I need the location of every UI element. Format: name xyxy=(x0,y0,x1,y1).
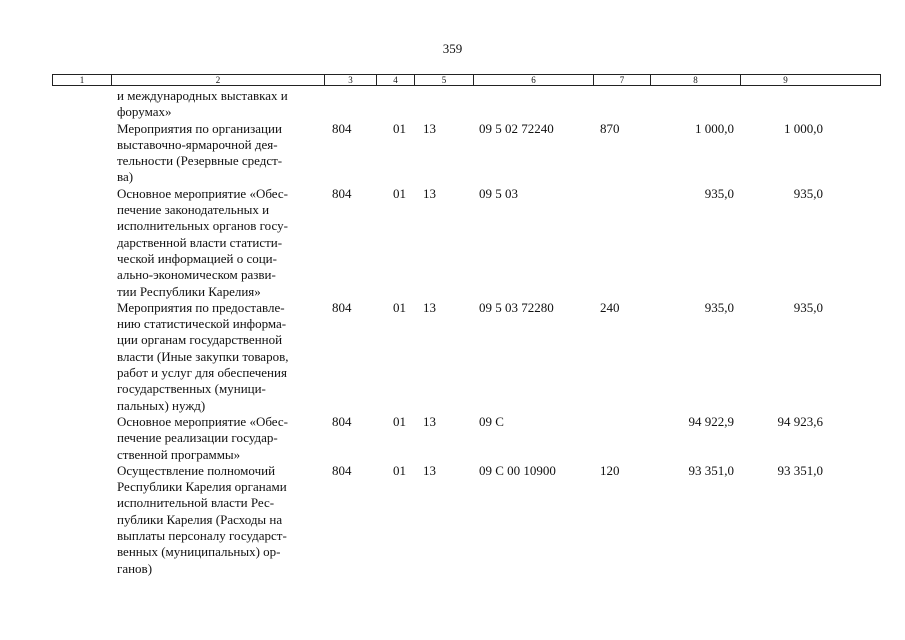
row-code-target: 09 С xyxy=(479,413,504,429)
table-row xyxy=(52,300,881,414)
row-name xyxy=(52,414,324,463)
table-row xyxy=(52,463,881,577)
row-name xyxy=(52,463,324,577)
row-amount-1: 935,0 xyxy=(704,185,734,201)
row-amount-1: 94 922,9 xyxy=(688,413,734,429)
table-body xyxy=(52,88,881,577)
row-name-line: ально-экономическом разви- xyxy=(117,267,276,283)
row-name-line: публики Карелия (Расходы на xyxy=(117,511,283,527)
row-name-line: выставочно-ярмарочной дея- xyxy=(117,136,278,152)
row-amount-2: 935,0 xyxy=(793,299,823,315)
row-amount-2: 93 351,0 xyxy=(777,462,823,478)
row-amount-2: 94 923,6 xyxy=(777,413,823,429)
row-name-line: Республики Карелия органами xyxy=(117,479,287,495)
row-name-line: Осуществление полномочий xyxy=(117,462,276,478)
row-code-target: 09 5 03 xyxy=(479,185,518,201)
row-code-ministry: 804 xyxy=(332,462,352,478)
row-code-ministry: 804 xyxy=(332,120,352,136)
row-code-expense-type: 120 xyxy=(600,462,620,478)
row-name-line: Мероприятия по организации xyxy=(117,120,282,136)
row-name-line: и международных выставках и xyxy=(117,88,288,103)
row-name-line: ческой информацией о соци- xyxy=(117,250,277,266)
row-name-line: нию статистической информа- xyxy=(117,316,287,332)
row-name-line: выплаты персоналу государст- xyxy=(117,528,287,544)
page-number: 359 xyxy=(442,41,463,56)
row-name-line: печение реализации государ- xyxy=(117,430,278,446)
row-name-line: Основное мероприятие «Обес- xyxy=(117,413,288,429)
row-code-target: 09 5 02 72240 xyxy=(479,120,554,136)
row-code-section: 01 xyxy=(393,413,406,429)
row-name-line: тельности (Резервные средст- xyxy=(117,153,283,169)
row-name-line: ва) xyxy=(117,169,134,185)
row-name xyxy=(52,88,324,121)
row-code-subsection: 13 xyxy=(423,185,436,201)
row-name-line: венных (муниципальных) ор- xyxy=(117,544,281,560)
row-code-ministry: 804 xyxy=(332,185,352,201)
header-col-5: 5 xyxy=(415,75,474,85)
row-code-target: 09 5 03 72280 xyxy=(479,299,554,315)
row-code-target: 09 С 00 10900 xyxy=(479,462,556,478)
header-col-3: 3 xyxy=(325,75,377,85)
row-amount-2: 935,0 xyxy=(793,185,823,201)
table-row xyxy=(52,88,881,121)
table-row xyxy=(52,414,881,463)
header-col-2: 2 xyxy=(112,75,325,85)
row-name xyxy=(52,300,324,414)
header-col-1: 1 xyxy=(53,75,112,85)
row-name xyxy=(52,186,324,300)
row-amount-1: 935,0 xyxy=(704,299,734,315)
header-col-7: 7 xyxy=(594,75,651,85)
row-name-line: Мероприятия по предоставле- xyxy=(117,299,285,315)
row-name-line: печение законодательных и xyxy=(117,202,270,218)
row-name-line: ганов) xyxy=(117,560,153,576)
header-col-8: 8 xyxy=(651,75,741,85)
row-name-line: ции органам государственной xyxy=(117,332,283,348)
row-name xyxy=(52,121,324,186)
row-code-subsection: 13 xyxy=(423,299,436,315)
row-amount-1: 93 351,0 xyxy=(688,462,734,478)
row-amount-2: 1 000,0 xyxy=(784,120,823,136)
row-amount-1: 1 000,0 xyxy=(695,120,734,136)
row-code-subsection: 13 xyxy=(423,462,436,478)
row-code-ministry: 804 xyxy=(332,299,352,315)
row-code-ministry: 804 xyxy=(332,413,352,429)
row-code-section: 01 xyxy=(393,185,406,201)
row-name-line: государственных (муници- xyxy=(117,381,266,397)
row-name-line: пальных) нужд) xyxy=(117,397,206,413)
header-col-9: 9 xyxy=(783,75,788,85)
table-row xyxy=(52,186,881,300)
row-code-section: 01 xyxy=(393,120,406,136)
row-code-subsection: 13 xyxy=(423,120,436,136)
row-name-line: ственной программы» xyxy=(117,446,241,462)
table-header xyxy=(52,74,881,86)
row-name-line: тии Республики Карелия» xyxy=(117,283,261,299)
row-code-section: 01 xyxy=(393,462,406,478)
row-name-line: исполнительной власти Рес- xyxy=(117,495,275,511)
row-name-line: власти (Иные закупки товаров, xyxy=(117,348,289,364)
row-name-line: форумах» xyxy=(117,104,172,120)
row-code-subsection: 13 xyxy=(423,413,436,429)
row-name-line: исполнительных органов госу- xyxy=(117,218,288,234)
row-code-expense-type: 240 xyxy=(600,299,620,315)
row-name-line: дарственной власти статисти- xyxy=(117,234,283,250)
row-name-line: работ и услуг для обеспечения xyxy=(117,365,287,381)
row-code-expense-type: 870 xyxy=(600,120,620,136)
row-name-line: Основное мероприятие «Обес- xyxy=(117,185,288,201)
table-row xyxy=(52,121,881,186)
header-col-6: 6 xyxy=(474,75,594,85)
row-code-section: 01 xyxy=(393,299,406,315)
header-col-4: 4 xyxy=(377,75,415,85)
